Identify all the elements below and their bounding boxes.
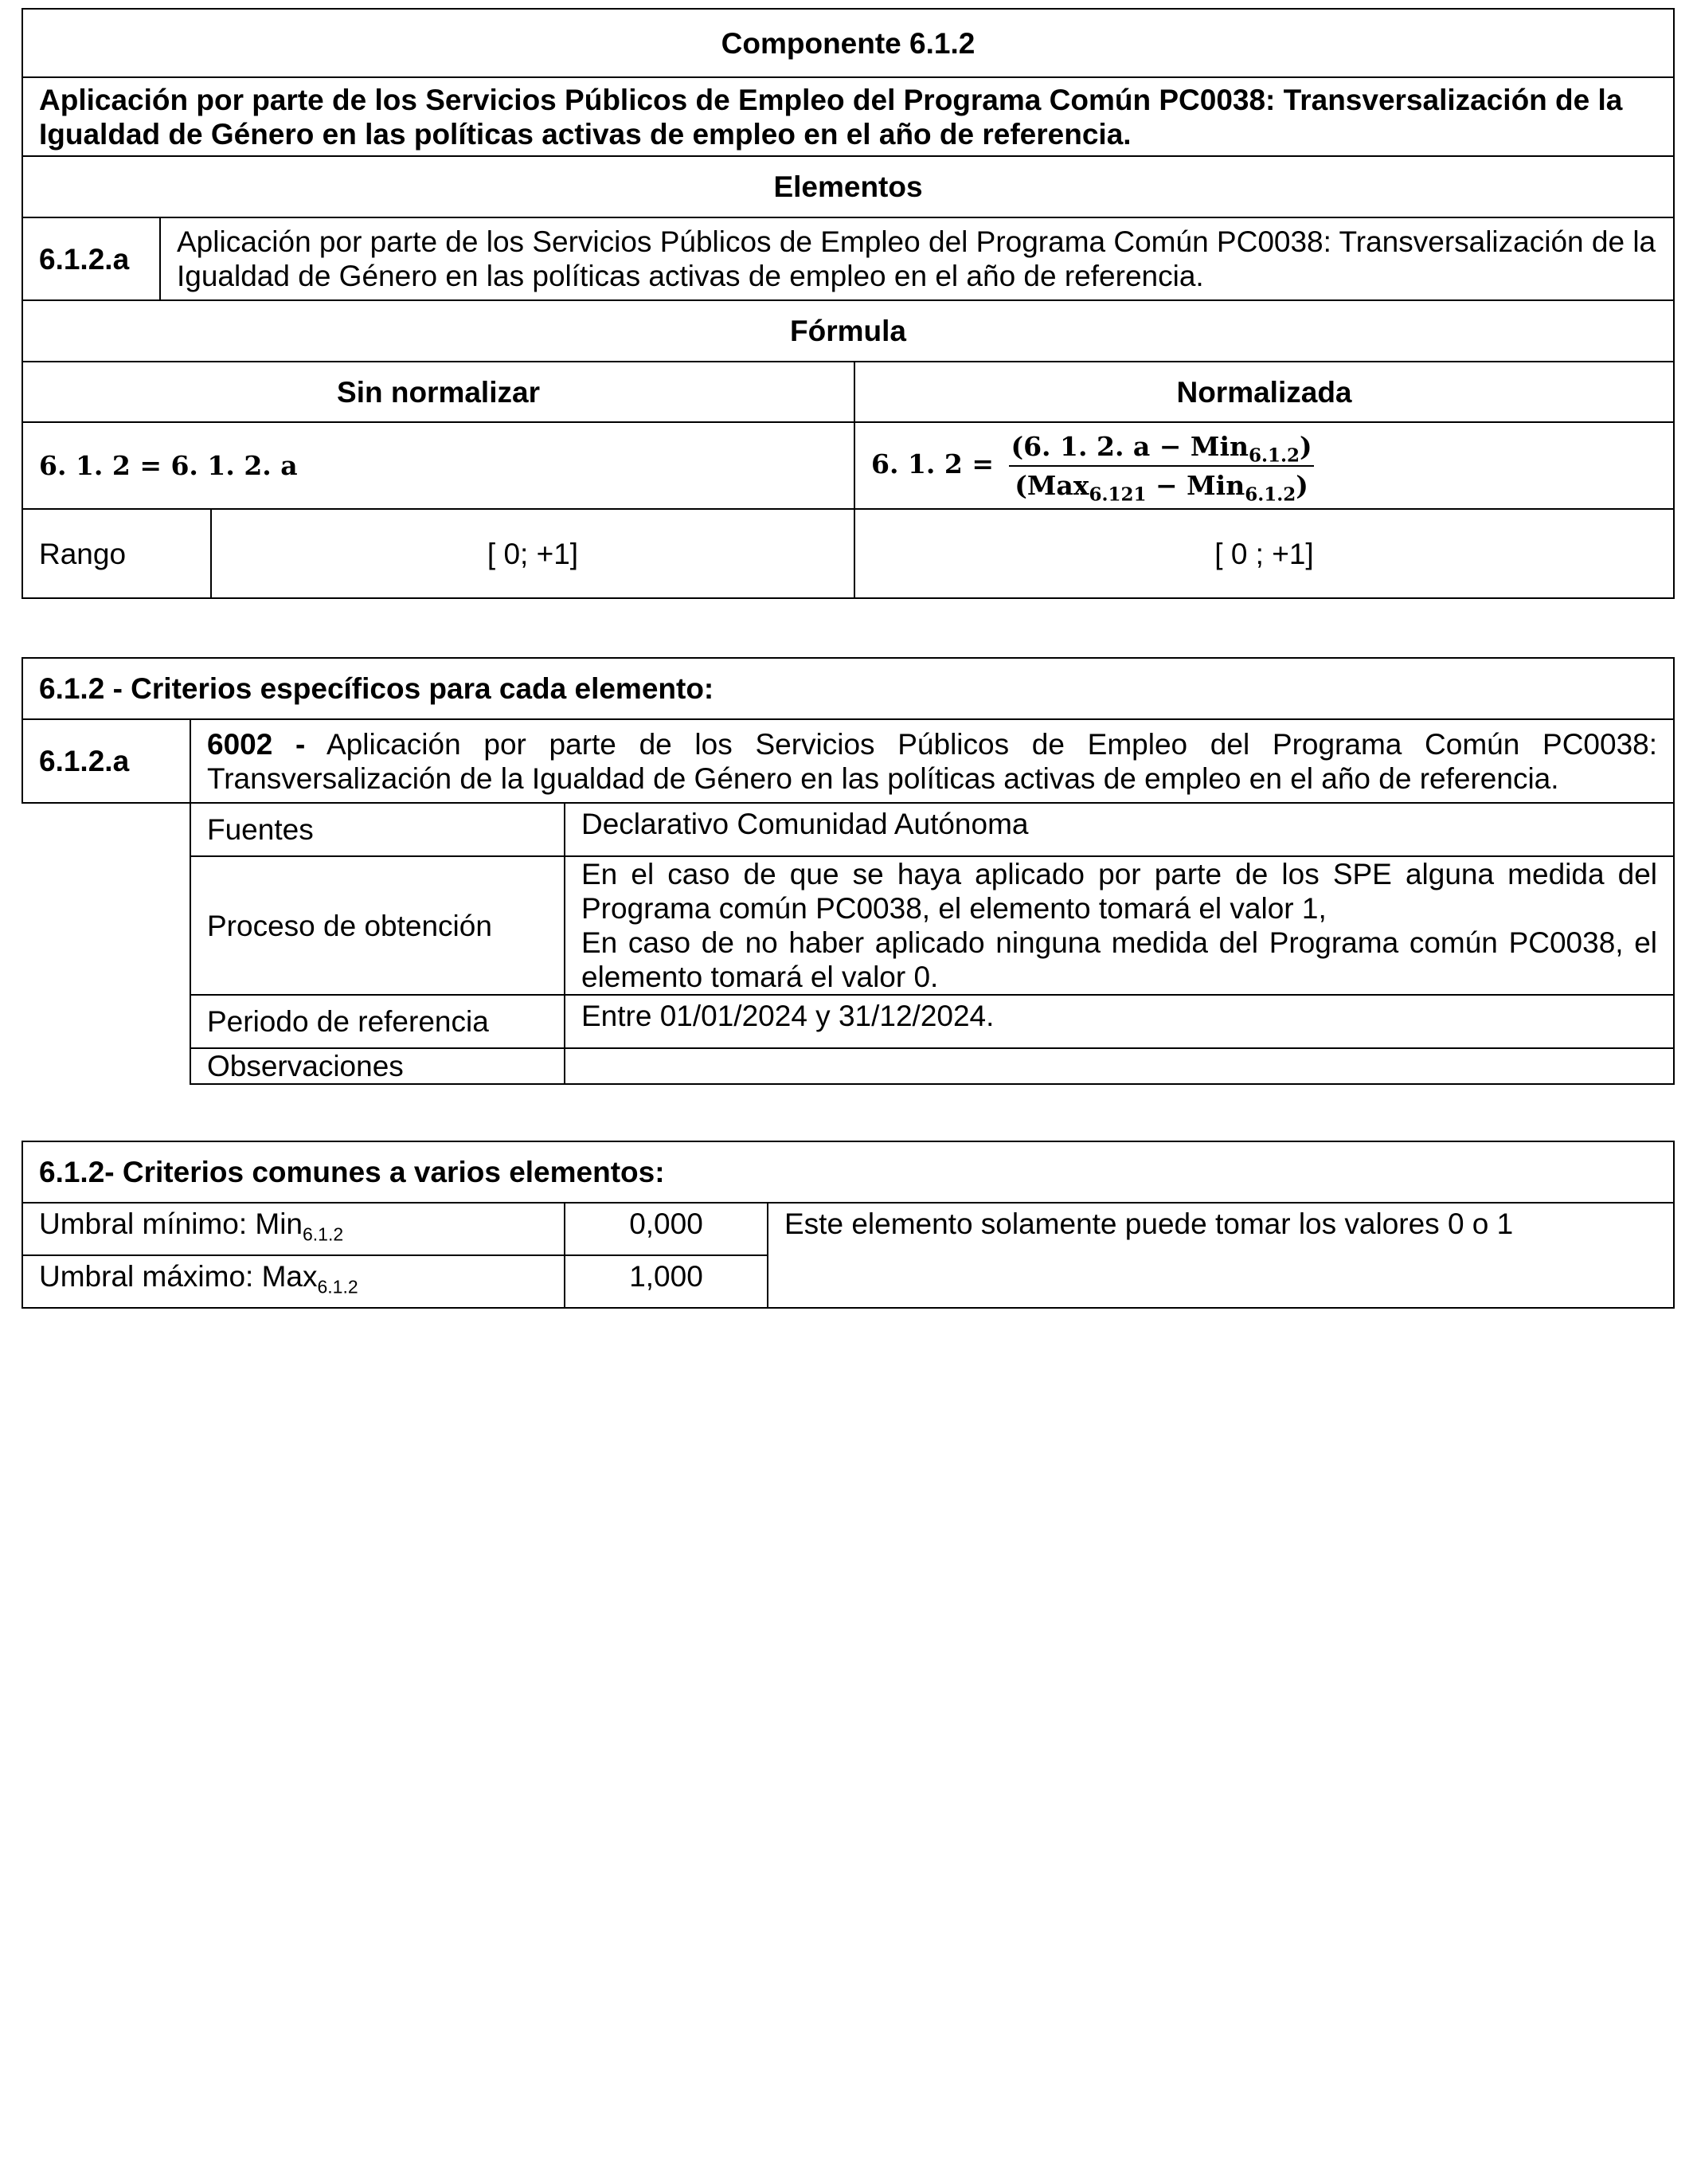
component-table (22, 8, 1675, 599)
fuentes-value: Declarativo Comunidad Autónoma (565, 803, 1674, 856)
sin-normalizar-header: Sin normalizar (22, 362, 854, 422)
elements-header: Elementos (22, 156, 1674, 217)
criterios-comunes-table (22, 1141, 1675, 1309)
fuentes-label: Fuentes (190, 803, 565, 856)
periodo-value: Entre 01/01/2024 y 31/12/2024. (565, 995, 1674, 1048)
rango-plain: [ 0; +1] (211, 509, 854, 598)
observaciones-value (565, 1048, 1674, 1084)
component-title: Aplicación por parte de los Servicios Públicos de Empleo del Programa Común PC0038: Transversalización de la Igualdad de Género en las políticas activas de empleo en el año de referencia. (22, 77, 1674, 156)
umbral-minimo-value: 0,000 (565, 1203, 768, 1255)
proceso-label: Proceso de obtención (190, 856, 565, 995)
criterio-code: 6.1.2.a (22, 719, 190, 803)
umbral-minimo-label: Umbral mínimo: Min$_{6.1.2}$ (22, 1203, 565, 1255)
normalizada-header: Normalizada (854, 362, 1674, 422)
element-text: Aplicación por parte de los Servicios Públicos de Empleo del Programa Común PC0038: Transversalización de la Igualdad de Género en las políticas activas de empleo en el año de referencia. (160, 217, 1674, 300)
periodo-label: Periodo de referencia (190, 995, 565, 1048)
formula-normalized (854, 422, 1674, 509)
observaciones-label: Observaciones (190, 1048, 565, 1084)
criterio-element-code: 6002 - (207, 727, 306, 761)
criterios-especificos-table (22, 657, 1675, 1085)
criterios-especificos-header: 6.1.2 - Criterios específicos para cada elemento: (22, 658, 1674, 719)
criterio-element-text: 6002 - Aplicación por parte de los Servicios Públicos de Empleo del Programa Común PC0038: Transversalización de la Igualdad de Género en las políticas activas de empleo en el año de referencia. (190, 719, 1674, 803)
formula-denominator: (Max$_{6.121}$ − Min$_{6.1.2}$) (1015, 469, 1308, 506)
umbral-maximo-label: Umbral máximo: Max$_{6.1.2}$ (22, 1255, 565, 1308)
umbral-maximo-value: 1,000 (565, 1255, 768, 1308)
criterios-comunes-header: 6.1.2- Criterios comunes a varios elementos: (22, 1141, 1674, 1203)
formula-header: Fórmula (22, 300, 1674, 362)
formula-numerator: (6. 1. 2. a − Min$_{6.1.2}$) (1011, 430, 1312, 467)
element-code: 6.1.2.a (22, 217, 160, 300)
proceso-value: En el caso de que se haya aplicado por parte de los SPE alguna medida del Programa común PC0038, el elemento tomará el valor 1, En caso de no haber aplicado ninguna medida del Programa común PC0038, el elemento tomará el valor 0. (565, 856, 1674, 995)
rango-label: Rango (22, 509, 211, 598)
component-header: Componente 6.1.2 (22, 9, 1674, 77)
formula-lhs: 6. 1. 2 = (871, 448, 994, 479)
formula-fraction (1009, 429, 1313, 506)
criterios-comunes-note: Este elemento solamente puede tomar los valores 0 o 1 (768, 1203, 1674, 1308)
rango-normalized: [ 0 ; +1] (854, 509, 1674, 598)
formula-plain: 6. 1. 2 = 6. 1. 2. a (22, 422, 854, 509)
